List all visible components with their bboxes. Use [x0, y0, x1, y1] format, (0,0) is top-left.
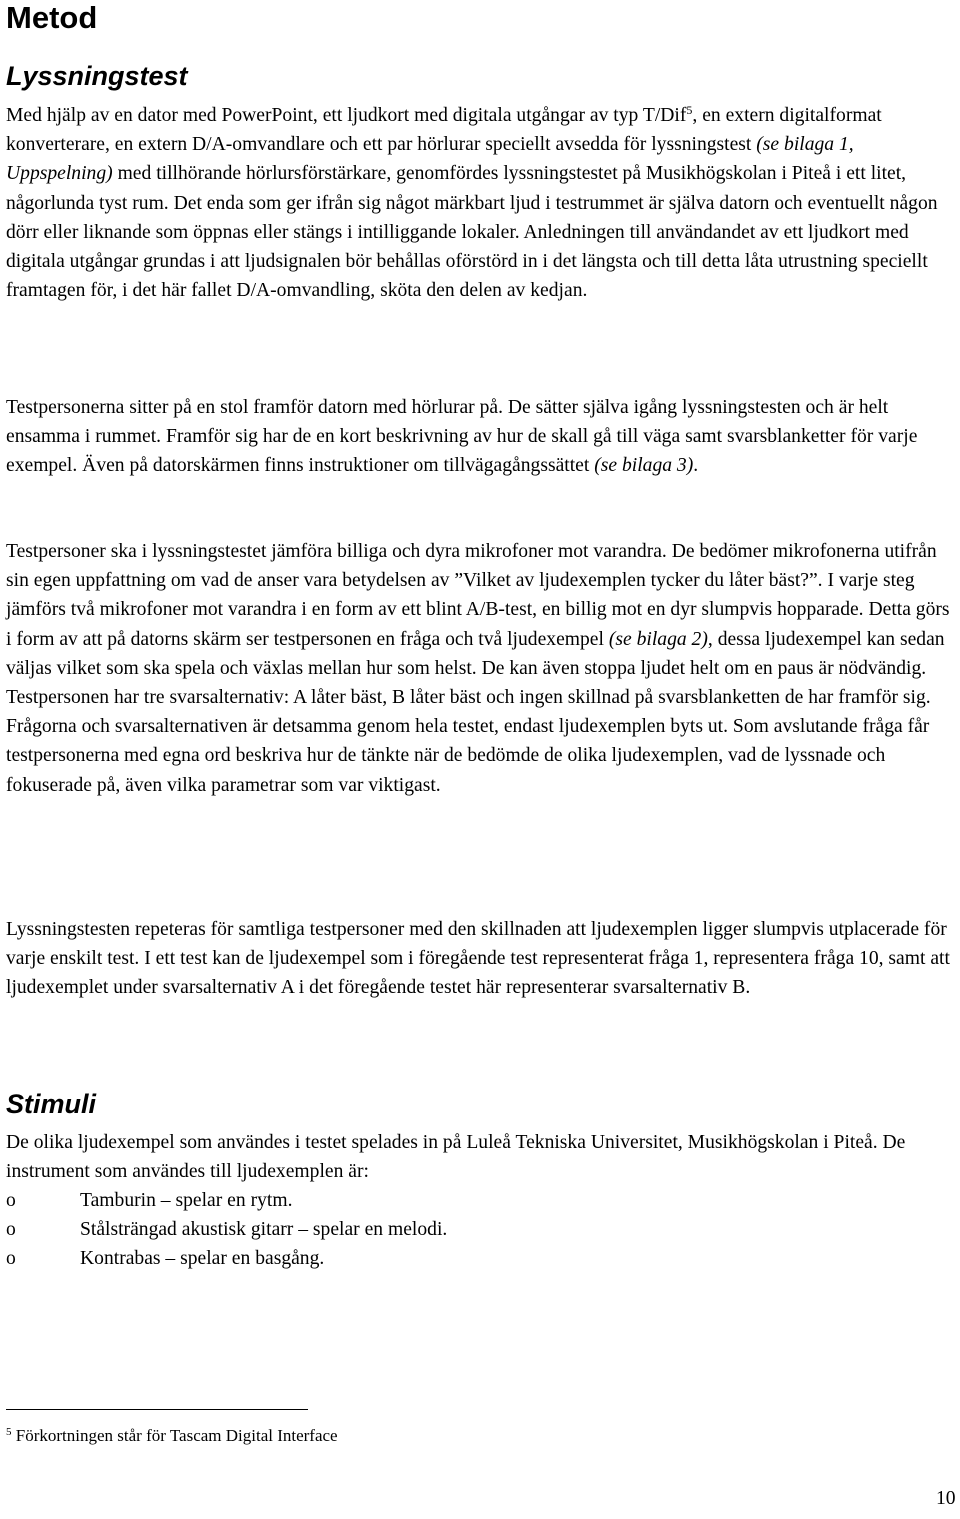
- paragraph-text: Testpersoner ska i lyssningstestet jämföra billiga och dyra mikrofoner mot varandra. De bedömer mikrofonerna utifrån sin egen uppfattning om vad de anser vara betydelsen av ”Vilket av ljudexemplen tycker du låter bäst?”. I varje steg jämförs två mikrofoner mot varandra i en form av ett blint A/B-test, en billig mot en dyr slumpvis hopparade. Detta görs i form av att på datorns skärm ser testpersonen en fråga och två ljudexempel: [6, 541, 950, 650]
- list-item-text: Stålsträngad akustisk gitarr – spelar en melodi.: [80, 1219, 448, 1241]
- paragraph-comparison: [6, 537, 952, 800]
- list-item: [6, 1186, 447, 1215]
- list-item-text: Tamburin – spelar en rytm.: [80, 1190, 293, 1211]
- section-title-lyssningstest: Lyssningstest: [6, 61, 188, 91]
- footnote-separator: [6, 1409, 308, 1410]
- list-item: [6, 1244, 447, 1273]
- bullet-marker: o: [6, 1248, 16, 1270]
- list-item: [6, 1215, 447, 1244]
- instrument-list: [6, 1186, 447, 1274]
- paragraph-text: Med hjälp av en dator med PowerPoint, ett ljudkort med digitala utgångar av typ T/Dif: [6, 105, 687, 126]
- bullet-marker: o: [6, 1190, 16, 1211]
- bullet-marker: o: [6, 1219, 16, 1241]
- paragraph-text: med tillhörande hörlursförstärkare, genomfördes lyssningstestet på Musikhögskolan i Piteå i ett litet, någorlunda tyst rum. Det enda som ger ifrån sig något märkbart ljud i testrummet är själva datorn och eventuellt någon dörr eller liknande som öppnas eller stängs i intilliggande lokaler. Anledningen till användandet av ett ljudkort med digitala utgångar grundas i att ljudsignalen bör behållas oförstörd in i det längsta och till detta låta utrustning speciellt framtagen för, i det här fallet D/A-omvandling, sköta den delen av kedjan.: [6, 163, 938, 302]
- reference-text: (se bilaga 3): [594, 455, 694, 477]
- footnote-marker: 5: [686, 103, 693, 117]
- paragraph-text: Testpersonerna sitter på en stol framför datorn med hörlurar på. De sätter själva igång lyssningstesten och är helt ensamma i rummet. Framför sig har de en kort beskrivning av hur de skall gå till väga samt svarsblanketter för varje exempel. Även på datorskärmen finns instruktioner om tillvägagångssättet: [6, 397, 918, 477]
- paragraph-text: , en extern digitalformat konverterare, en extern D/A-omvandlare och ett par hörlurar speciellt avsedda för lyssningstest: [6, 105, 882, 156]
- paragraph-test-persons: [6, 393, 952, 481]
- paragraph-stimuli: De olika ljudexempel som användes i testet spelades in på Luleå Tekniska Universitet, Musikhögskolan i Piteå. De instrument som användes till ljudexemplen är:: [6, 1132, 906, 1183]
- list-item-text: Kontrabas – spelar en basgång.: [80, 1248, 325, 1270]
- reference-text: (se bilaga 2): [608, 628, 708, 650]
- page-heading: Metod: [6, 0, 98, 35]
- footnote: [6, 1425, 338, 1447]
- paragraph-repetition: Lyssningstesten repeteras för samtliga testpersoner med den skillnaden att ljudexemplen ligger slumpvis utplacerade för varje enskilt test. I ett test kan de ljudexempel som i föregående test representerat fråga 1, representera fråga 10, samt att ljudexemplet under svarsalternativ A i det föregående testet här representerar svarsalternativ B.: [6, 919, 950, 999]
- page-number: 10: [936, 1488, 956, 1509]
- paragraph-equipment: [6, 101, 952, 305]
- reference-text: (se bilaga 1, Uppspelning): [6, 134, 854, 185]
- footnote-text: Förkortningen står för Tascam Digital Interface: [11, 1426, 338, 1445]
- section-title-stimuli: Stimuli: [6, 1089, 97, 1119]
- paragraph-text: .: [693, 455, 699, 477]
- paragraph-text: , dessa ljudexempel kan sedan väljas vilket som ska spela och växlas mellan hur som helst. De kan även stoppa ljudet helt om en paus är nödvändig. Testpersonen har tre svarsalternativ: A låter bäst, B låter bäst och ingen skillnad på svarsblanketten de har framför sig. Frågorna och svarsalternativen är detsamma genom hela testet, endast ljudexemplen byts ut. Som avslutande fråga får testpersonerna med egna ord beskriva hur de tänkte när de bedömde de olika ljudexemplen, vad de lyssnade och fokuserade på, även vilka parametrar som var viktigast.: [6, 628, 945, 796]
- footnote-number: 5: [6, 1426, 12, 1438]
